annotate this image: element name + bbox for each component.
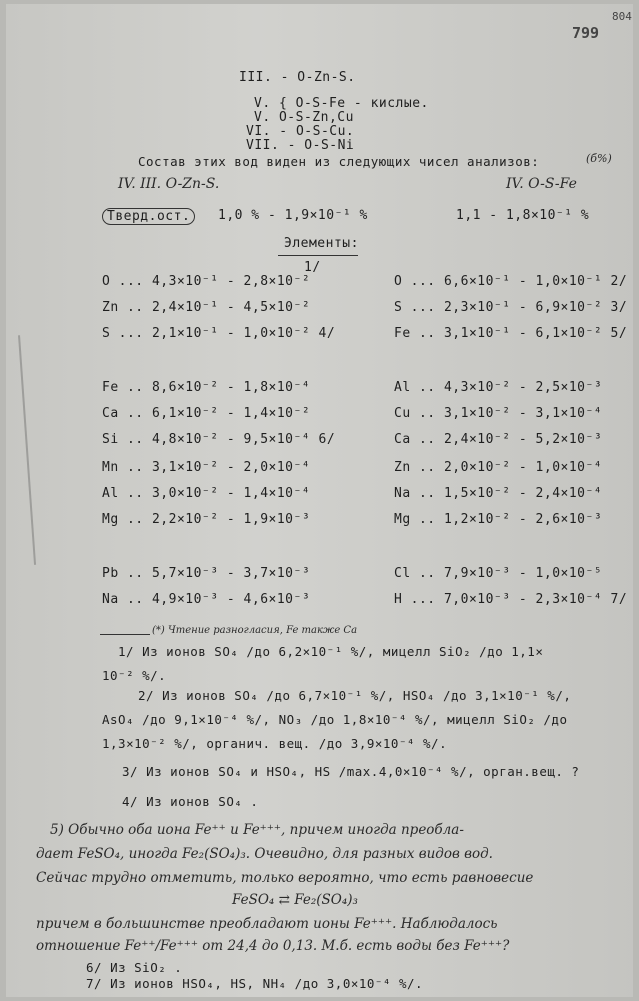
document-page [6,4,633,997]
handwritten-line: отношение Fe⁺⁺/Fe⁺⁺⁺ от 24,4 до 0,13. М.б. есть воды без Fe⁺⁺⁺? [36,938,510,954]
right-row: Fe .. 3,1×10⁻¹ - 6,1×10⁻² 5/ [394,326,628,341]
footnote-line: 6/ Из SiO₂ . [86,960,183,975]
elements-heading: Элементы: [284,236,359,251]
header-line-1: III. - O-Zn-S. [239,70,356,85]
footnote-line: 7/ Из ионов HSO₄, HS, NH₄ /до 3,0×10⁻⁴ %/. [86,976,424,991]
left-row: Na .. 4,9×10⁻³ - 4,6×10⁻³ [102,592,311,607]
header-line-2: V. { O-S-Fe - кислые. [254,96,429,111]
header-line-4: VI. - O-S-Cu. [246,124,355,139]
solid-residue-label: Тверд.ост. [102,208,195,225]
footnote-line: 1,3×10⁻² %/, органич. вещ. /до 3,9×10⁻⁴ %/. [102,736,448,751]
handwritten-line: FeSO₄ ⇄ Fe₂(SO₄)₃ [232,892,358,908]
left-row: Mn .. 3,1×10⁻² - 2,0×10⁻⁴ [102,460,311,475]
header-line-3: V. O-S-Zn,Cu [254,110,354,125]
left-row: Al .. 3,0×10⁻² - 1,4×10⁻⁴ [102,486,311,501]
intro-note: (б%) [586,152,612,165]
right-row: Cu .. 3,1×10⁻² - 3,1×10⁻⁴ [394,406,603,421]
left-row: Zn .. 2,4×10⁻¹ - 4,5×10⁻² [102,300,311,315]
left-row: Fe .. 8,6×10⁻² - 1,8×10⁻⁴ [102,380,311,395]
footnote-line: AsO₄ /до 9,1×10⁻⁴ %/, NO₃ /до 1,8×10⁻⁴ %/, мицелл SiO₂ /до [102,712,568,727]
left-row: Ca .. 6,1×10⁻² - 1,4×10⁻² [102,406,311,421]
divider-note: (*) Чтение разногласия, Fe также Ca [152,625,358,636]
left-row: Mg .. 2,2×10⁻² - 1,9×10⁻³ [102,512,311,527]
left-row: Si .. 4,8×10⁻² - 9,5×10⁻⁴ 6/ [102,432,336,447]
elements-underline [278,255,358,256]
footnote-line: 1/ Из ионов SO₄ /до 6,2×10⁻¹ %/, мицелл SiO₂ /до 1,1× [118,644,544,659]
page-number-alt: 804 [612,10,632,23]
right-row: Al .. 4,3×10⁻² - 2,5×10⁻³ [394,380,603,395]
header-line-5: VII. - O-S-Ni [246,138,355,153]
footnote-line: 2/ Из ионов SO₄ /до 6,7×10⁻¹ %/, HSO₄ /до 3,1×10⁻¹ %/, [138,688,572,703]
right-row: Cl .. 7,9×10⁻³ - 1,0×10⁻⁵ [394,566,603,581]
solid-residue-right: 1,1 - 1,8×10⁻¹ % [456,208,590,223]
solid-residue-left: 1,0 % - 1,9×10⁻¹ % [218,208,368,223]
handwritten-line: причем в большинстве преобладают ионы Fe⁺⁺⁺. Наблюдалось [36,916,498,932]
handwritten-line: дает FeSO₄, иногда Fe₂(SO₄)₃. Очевидно, для разных видов вод. [36,846,493,862]
elements-footnote-mark: 1/ [304,260,321,275]
left-row: Pb .. 5,7×10⁻³ - 3,7×10⁻³ [102,566,311,581]
right-row: Ca .. 2,4×10⁻² - 5,2×10⁻³ [394,432,603,447]
left-row: S ... 2,1×10⁻¹ - 1,0×10⁻² 4/ [102,326,336,341]
right-row: Na .. 1,5×10⁻² - 2,4×10⁻⁴ [394,486,603,501]
left-column-title: IV. III. O-Zn-S. [118,176,220,192]
right-row: S ... 2,3×10⁻¹ - 6,9×10⁻² 3/ [394,300,628,315]
page-number: 799 [572,24,600,42]
right-column-title: IV. O-S-Fe [506,176,577,192]
intro-text: Состав этих вод виден из следующих чисел анализов: [138,154,540,169]
margin-scribble [18,333,66,565]
handwritten-line: Сейчас трудно отметить, только вероятно, что есть равновесие [36,870,534,886]
footnote-divider [100,634,150,635]
footnote-line: 10⁻² %/. [102,668,167,683]
footnote-line: 3/ Из ионов SO₄ и HSO₄, HS /max.4,0×10⁻⁴ %/, орган.вещ. ? [122,764,580,779]
footnote-line: 4/ Из ионов SO₄ . [122,794,259,809]
right-row: Zn .. 2,0×10⁻² - 1,0×10⁻⁴ [394,460,603,475]
right-row: H ... 7,0×10⁻³ - 2,3×10⁻⁴ 7/ [394,592,628,607]
handwritten-line: 5) Обычно оба иона Fe⁺⁺ и Fe⁺⁺⁺, причем иногда преобла- [50,822,464,838]
left-row: O ... 4,3×10⁻¹ - 2,8×10⁻² [102,274,311,289]
right-row: Mg .. 1,2×10⁻² - 2,6×10⁻³ [394,512,603,527]
right-row: O ... 6,6×10⁻¹ - 1,0×10⁻¹ 2/ [394,274,628,289]
